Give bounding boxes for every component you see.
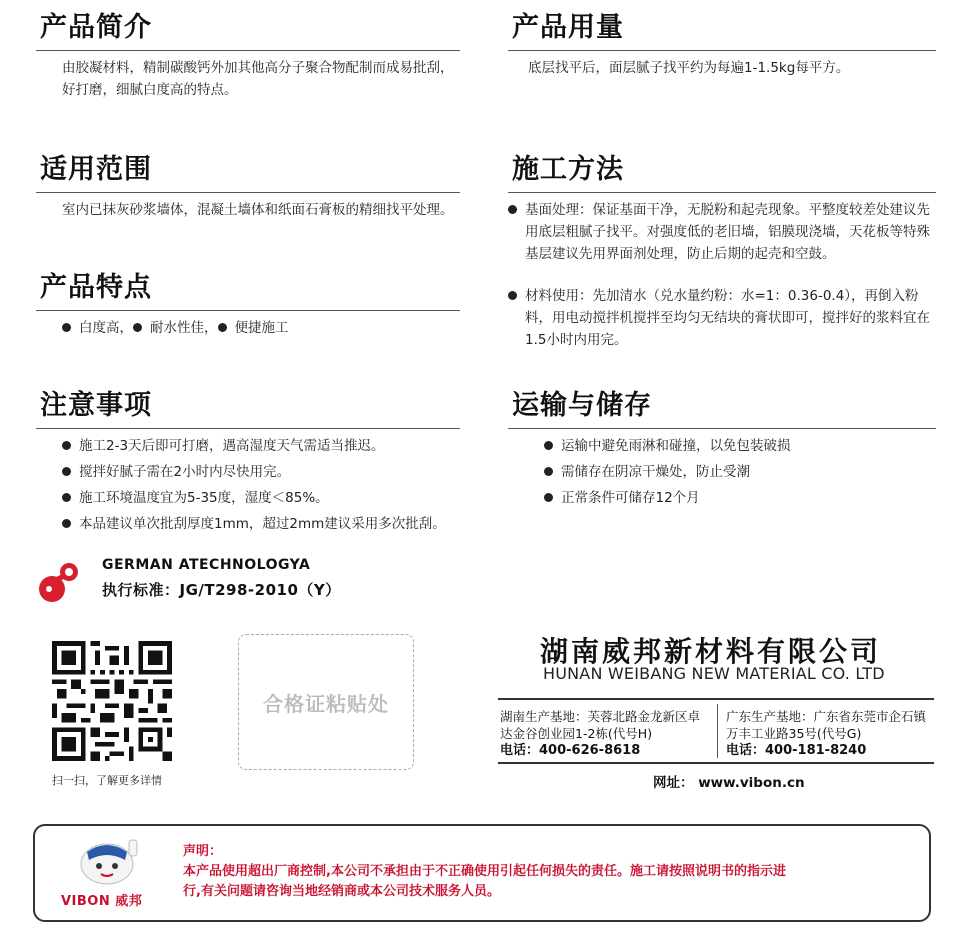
guangdong-address: 广东生产基地：广东省东莞市企石镇万丰工业路35号(代号G) <box>726 709 927 741</box>
scope-title: 适用范围 <box>40 154 152 185</box>
note-text: 搅拌好腻子需在2小时内尽快用完。 <box>79 464 291 480</box>
qr-caption: 扫一扫，了解更多详情 <box>52 774 162 787</box>
features-title: 产品特点 <box>40 272 152 303</box>
divider <box>508 192 936 193</box>
logo-text: GERMAN ATECHNOLOGYA <box>102 557 311 573</box>
method-item-text: 材料使用：先加清水（兑水量约粉：水=1：0.36-0.4），再倒入粉料，用电动搅拌机搅拌至均匀无结块的膏状即可，搅拌好的浆料宜在1.5小时内用完。 <box>525 288 930 348</box>
section-storage <box>508 390 936 513</box>
bullet-icon <box>133 323 142 332</box>
website-link[interactable]: 网址： www.vibon.cn <box>653 775 805 791</box>
bullet-icon <box>508 291 517 300</box>
storage-text: 需储存在阴凉干燥处，防止受潮 <box>561 464 750 480</box>
bullet-icon <box>544 441 553 450</box>
note-item <box>62 461 460 483</box>
divider <box>498 698 934 700</box>
bullet-icon <box>544 493 553 502</box>
bullet-icon <box>62 493 71 502</box>
intro-text: 由胶凝材料，精制碳酸钙外加其他高分子聚合物配制而成易批刮，好打磨，细腻白度高的特点。 <box>62 60 454 98</box>
bullet-icon <box>62 323 71 332</box>
qr-code-icon <box>52 641 172 761</box>
brand-logo-icon <box>36 559 82 605</box>
bullet-icon <box>218 323 227 332</box>
note-text: 施工2-3天后即可打磨，遇高湿度天气需适当推迟。 <box>79 438 385 454</box>
method-title: 施工方法 <box>512 154 624 185</box>
method-item <box>508 285 936 351</box>
feature-text: 白度高， <box>79 320 133 336</box>
bullet-icon <box>62 519 71 528</box>
bullet-icon <box>62 441 71 450</box>
standard-text: 执行标准：JG/T298-2010（Y） <box>102 581 341 599</box>
feature-item <box>218 317 289 339</box>
storage-text: 运输中避免雨淋和碰撞，以免包装破损 <box>561 438 791 454</box>
storage-item <box>544 461 936 483</box>
declaration-text: 本产品使用超出厂商控制,本公司不承担由于不正确使用引起任何损失的责任。施工请按照说明书的指示进行,有关问题请咨询当地经销商或本公司技术服务人员。 <box>183 864 786 899</box>
bullet-icon <box>544 467 553 476</box>
method-item <box>508 199 936 265</box>
divider <box>36 310 460 311</box>
hunan-address-block <box>500 708 712 759</box>
bullet-icon <box>508 205 517 214</box>
storage-text: 正常条件可储存12个月 <box>561 490 700 506</box>
guangdong-phone: 电话：400-181-8240 <box>726 743 867 758</box>
storage-item <box>544 487 936 509</box>
note-item <box>62 513 460 535</box>
feature-item <box>62 317 133 339</box>
standard-logo-row <box>36 553 456 613</box>
divider <box>717 704 718 758</box>
storage-item <box>544 435 936 457</box>
divider <box>36 428 460 429</box>
brand-name: VIBON 威邦 <box>61 894 143 909</box>
note-item <box>62 435 460 457</box>
section-notes <box>36 390 460 539</box>
divider <box>498 762 934 764</box>
usage-text: 底层找平后，面层腻子找平约为每遍1-1.5kg每平方。 <box>528 60 850 76</box>
divider <box>36 192 460 193</box>
company-name-en: HUNAN WEIBANG NEW MATERIAL CO. LTD <box>543 664 885 683</box>
section-scope <box>36 154 460 221</box>
intro-title: 产品简介 <box>40 12 152 43</box>
divider <box>36 50 460 51</box>
divider <box>508 50 936 51</box>
section-method <box>508 154 936 351</box>
storage-title: 运输与储存 <box>512 390 652 421</box>
feature-text: 便捷施工 <box>234 320 289 336</box>
bullet-icon <box>62 467 71 476</box>
notes-title: 注意事项 <box>40 390 152 421</box>
feature-text: 耐水性佳， <box>150 320 218 336</box>
hunan-phone: 电话：400-626-8618 <box>500 743 641 758</box>
certificate-placeholder-text: 合格证粘贴处 <box>263 691 389 716</box>
guangdong-address-block <box>726 708 936 759</box>
section-features <box>36 272 460 339</box>
note-text: 本品建议单次批刮厚度1mm，超过2mm建议采用多次批刮。 <box>79 516 446 532</box>
declaration-title: 声明： <box>183 844 223 859</box>
declaration-box <box>33 824 931 922</box>
usage-title: 产品用量 <box>512 12 624 43</box>
section-intro <box>36 12 460 101</box>
certificate-placeholder <box>238 634 414 770</box>
scope-text: 室内已抹灰砂浆墙体，混凝土墙体和纸面石膏板的精细找平处理。 <box>62 202 454 218</box>
note-text: 施工环境温度宜为5-35度，湿度＜85%。 <box>79 490 329 506</box>
divider <box>508 428 936 429</box>
feature-item <box>133 317 218 339</box>
hunan-address: 湖南生产基地：芙蓉北路金龙新区卓达金谷创业园1-2栋(代号H) <box>500 709 701 741</box>
section-usage <box>508 12 936 79</box>
mascot-icon <box>69 834 145 886</box>
method-item-text: 基面处理：保证基面干净，无脱粉和起壳现象。平整度较差处建议先用底层粗腻子找平。对强度低的老旧墙，铝膜现浇墙，天花板等特殊基层建议先用界面剂处理，防止后期的起壳和空鼓。 <box>525 202 930 262</box>
note-item <box>62 487 460 509</box>
company-name-cn: 湖南威邦新材料有限公司 <box>540 635 882 668</box>
